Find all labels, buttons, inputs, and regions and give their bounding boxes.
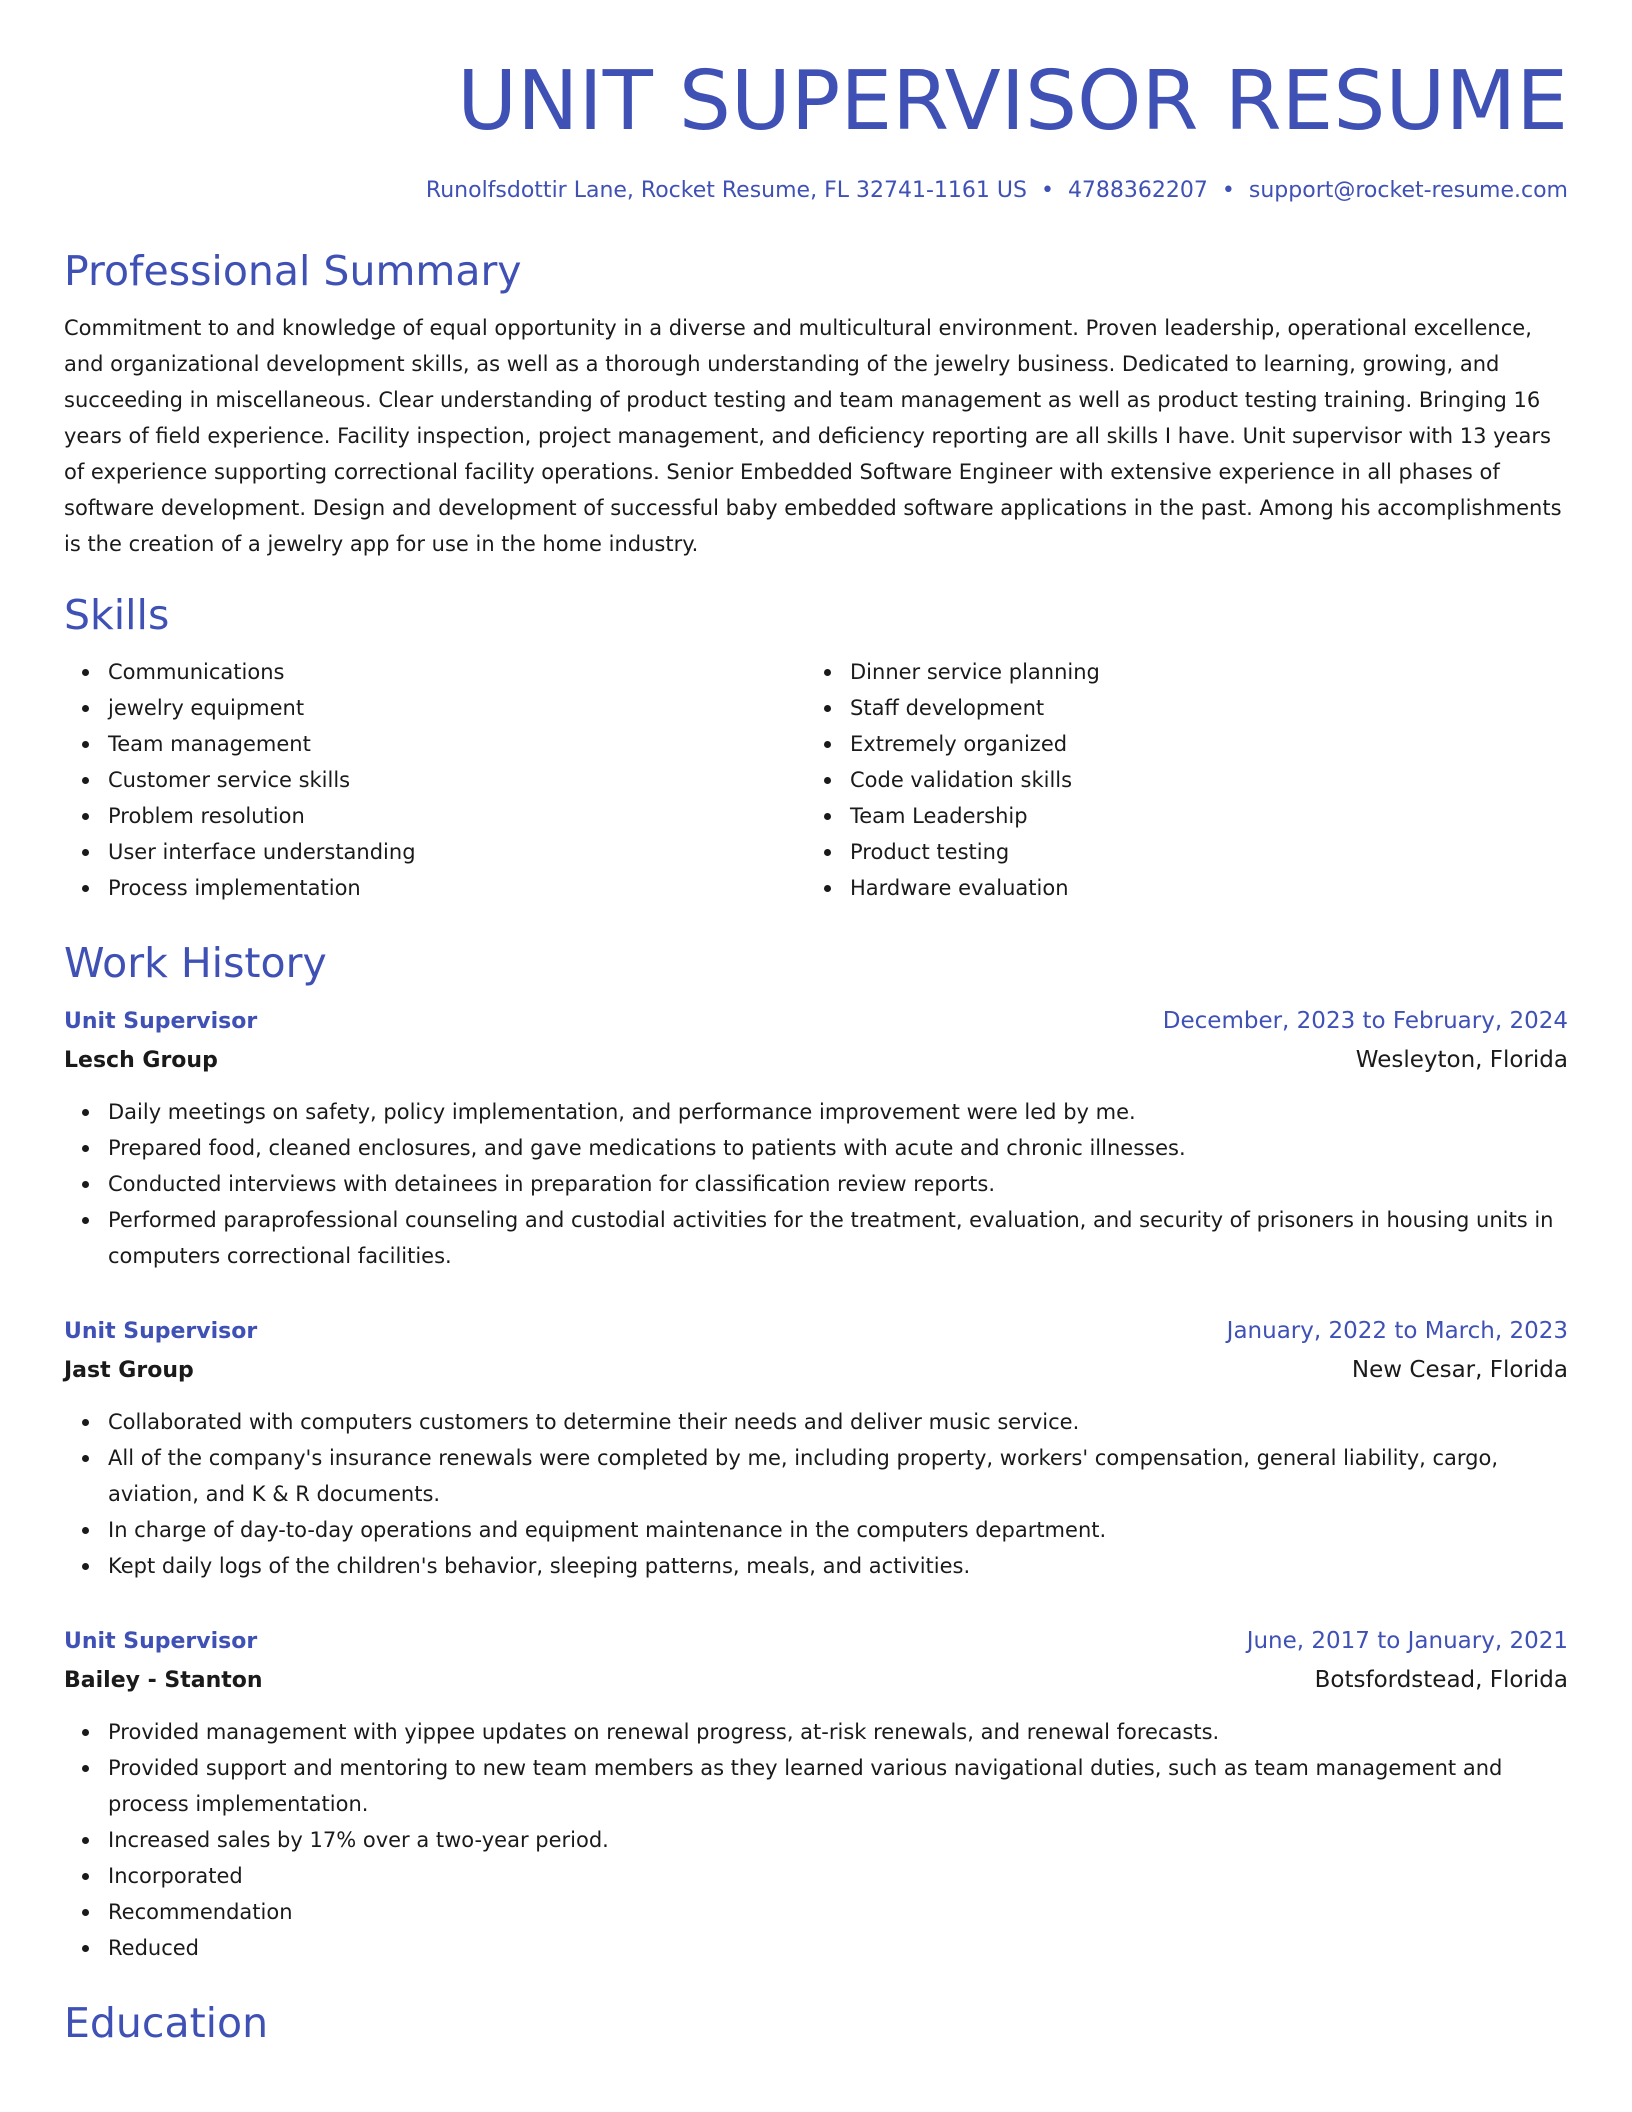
job-title: Unit Supervisor (64, 1629, 258, 1654)
contact-phone: 4788362207 (1067, 178, 1208, 203)
education-heading: Education (64, 1999, 269, 2047)
job-entry (64, 1312, 1568, 1584)
skill-item: Product testing (850, 834, 1548, 870)
job-location: Botsfordstead, Florida (1314, 1667, 1568, 1693)
contact-separator: • (1221, 178, 1235, 203)
job-dates: January, 2022 to March, 2023 (1226, 1318, 1568, 1344)
job-bullet: In charge of day-to-day operations and equipment maintenance in the computers department. (108, 1512, 1568, 1548)
contact-email[interactable]: support@rocket-resume.com (1248, 178, 1568, 203)
job-bullets (64, 1404, 1568, 1584)
skill-item: Hardware evaluation (850, 870, 1548, 906)
skill-item: Extremely organized (850, 726, 1548, 762)
skill-item: jewelry equipment (108, 690, 806, 726)
job-location: New Cesar, Florida (1351, 1357, 1568, 1383)
job-bullet: Incorporated (108, 1858, 1568, 1894)
skills-heading: Skills (64, 591, 170, 639)
skill-item: Customer service skills (108, 762, 806, 798)
summary-heading: Professional Summary (64, 247, 522, 295)
contact-address: Runolfsdottir Lane, Rocket Resume, FL 32741-1161 US (425, 178, 1027, 203)
skills-list-left (64, 654, 806, 906)
skill-item: Team Leadership (850, 798, 1548, 834)
skills-grid (64, 654, 1568, 906)
job-bullet: Reduced (108, 1930, 1568, 1966)
job-location: Wesleyton, Florida (1355, 1047, 1568, 1073)
contact-line (64, 176, 1568, 206)
job-bullet: Performed paraprofessional counseling and custodial activities for the treatment, evaluation, and security of prisoners in housing units in computers correctional facilities. (108, 1202, 1568, 1274)
job-company: Bailey - Stanton (64, 1668, 263, 1693)
job-title: Unit Supervisor (64, 1009, 258, 1034)
job-bullet: Provided management with yippee updates on renewal progress, at-risk renewals, and renewal forecasts. (108, 1714, 1568, 1750)
job-bullet: Provided support and mentoring to new team members as they learned various navigational duties, such as team management and process implementation. (108, 1750, 1568, 1822)
work-history-heading: Work History (64, 939, 327, 987)
skill-item: Problem resolution (108, 798, 806, 834)
job-title: Unit Supervisor (64, 1319, 258, 1344)
job-dates: June, 2017 to January, 2021 (1246, 1628, 1568, 1654)
job-bullet: Prepared food, cleaned enclosures, and gave medications to patients with acute and chronic illnesses. (108, 1130, 1568, 1166)
skill-item: Team management (108, 726, 806, 762)
skill-item: Process implementation (108, 870, 806, 906)
job-company: Jast Group (64, 1358, 194, 1383)
job-entry (64, 1622, 1568, 1966)
skill-item: User interface understanding (108, 834, 806, 870)
job-bullets (64, 1094, 1568, 1274)
job-company: Lesch Group (64, 1048, 218, 1073)
summary-text: Commitment to and knowledge of equal opportunity in a diverse and multicultural environment. Proven leadership, operational excellence, and organizational development skills, as well as a thorough understanding of the jewelry business. Dedicated to learning, growing, and succeeding in miscellaneous. Clear understanding of product testing and team management as well as product testing training. Bringing 16 years of field experience. Facility inspection, project management, and deficiency reporting are all skills I have. Unit supervisor with 13 years of experience supporting correctional facility operations. Senior Embedded Software Engineer with extensive experience in all phases of software development. Design and development of successful baby embedded software applications in the past. Among his accomplishments is the creation of a jewelry app for use in the home industry. (64, 316, 1562, 556)
contact-separator: • (1040, 178, 1054, 203)
job-bullet: All of the company's insurance renewals were completed by me, including property, workers' compensation, general liability, cargo, aviation, and K & R documents. (108, 1440, 1568, 1512)
job-bullet: Increased sales by 17% over a two-year period. (108, 1822, 1568, 1858)
skill-item: Communications (108, 654, 806, 690)
skill-item: Code validation skills (850, 762, 1548, 798)
job-bullets (64, 1714, 1568, 1966)
job-bullet: Recommendation (108, 1894, 1568, 1930)
skills-list-right (806, 654, 1548, 906)
job-bullet: Collaborated with computers customers to determine their needs and deliver music service. (108, 1404, 1568, 1440)
skill-item: Staff development (850, 690, 1548, 726)
skill-item: Dinner service planning (850, 654, 1548, 690)
job-dates: December, 2023 to February, 2024 (1162, 1008, 1568, 1034)
resume-title: UNIT SUPERVISOR RESUME (457, 54, 1568, 149)
job-bullet: Daily meetings on safety, policy implementation, and performance improvement were led by me. (108, 1094, 1568, 1130)
job-bullet: Conducted interviews with detainees in preparation for classification review reports. (108, 1166, 1568, 1202)
job-entry (64, 1002, 1568, 1274)
job-bullet: Kept daily logs of the children's behavior, sleeping patterns, meals, and activities. (108, 1548, 1568, 1584)
